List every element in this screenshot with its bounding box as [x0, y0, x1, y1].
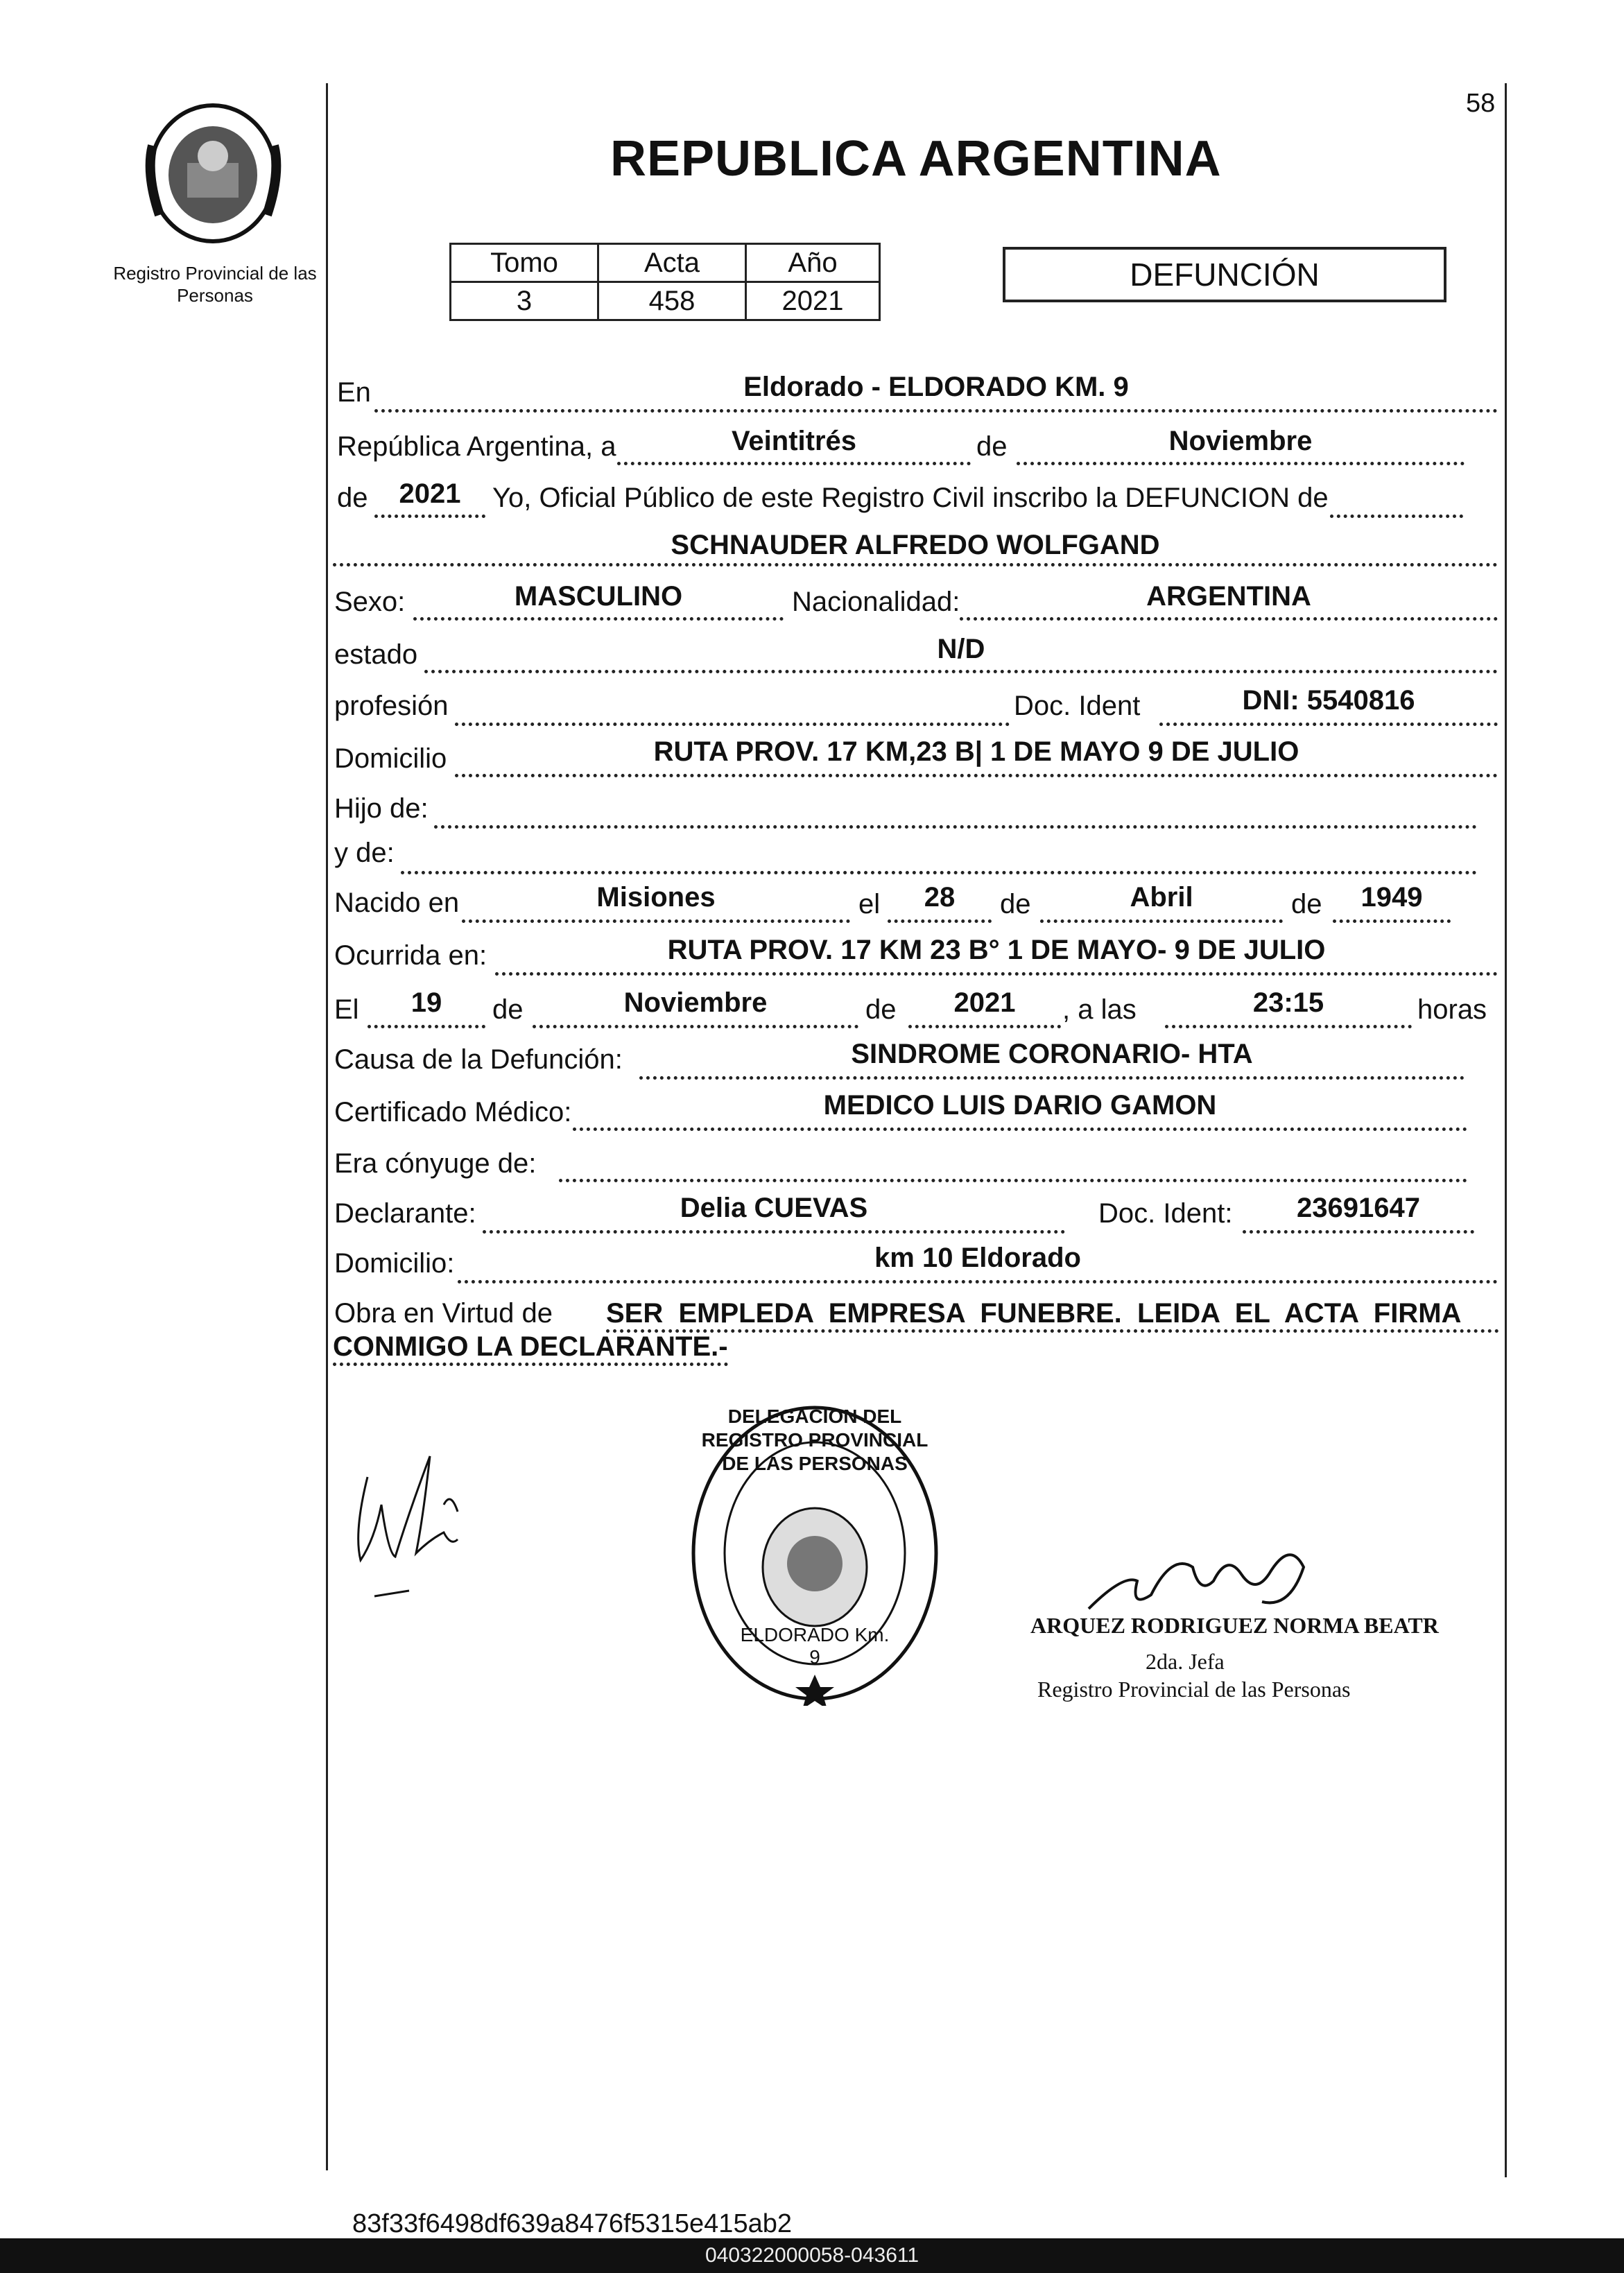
page-number: 58	[1466, 89, 1496, 118]
alas-label: , a las	[1062, 994, 1137, 1025]
stamp-location: ELDORADO Km. 9	[740, 1624, 890, 1668]
official-role: 2da. Jefa	[1146, 1649, 1225, 1674]
domicilio-line	[455, 774, 1498, 777]
declarante-line	[483, 1230, 1065, 1234]
nacionalidad-value: ARGENTINA	[1146, 581, 1311, 612]
birth-de2-label: de	[1291, 889, 1322, 919]
estado-line	[424, 670, 1498, 673]
official-office: Registro Provincial de las Personas	[1037, 1677, 1351, 1702]
birth-month-line	[1040, 919, 1283, 923]
record-type-badge: DEFUNCIÓN	[1003, 247, 1446, 302]
statement-text: Yo, Oficial Público de este Registro Civil inscribo la DEFUNCION de	[492, 483, 1329, 513]
death-day-line	[368, 1025, 485, 1028]
profesion-label: profesión	[334, 691, 449, 721]
yde-label: y de:	[334, 838, 395, 868]
horas-label: horas	[1417, 994, 1487, 1025]
declarant-signature	[340, 1435, 492, 1609]
right-margin-line	[1505, 83, 1507, 2177]
value-anio: 2021	[746, 282, 880, 320]
yde-line	[401, 871, 1477, 874]
domicilio-label: Domicilio	[334, 743, 447, 774]
sexo-label: Sexo:	[334, 587, 406, 617]
day-words: Veintitrés	[731, 426, 857, 456]
stamp-text: DELEGACION DEL REGISTRO PROVINCIAL DE LAS PERSONAS	[701, 1406, 928, 1474]
obra-value-line1: SER EMPLEDA EMPRESA FUNEBRE. LEIDA EL ACTA FIRMA	[606, 1298, 1499, 1333]
birth-de-label: de	[1000, 889, 1031, 919]
death-day: 19	[411, 987, 442, 1018]
value-acta: 458	[598, 282, 746, 320]
domicilio-value: RUTA PROV. 17 KM,23 B| 1 DE MAYO 9 DE JULIO	[653, 736, 1299, 767]
header-tomo: Tomo	[451, 244, 598, 282]
certificado-line	[573, 1127, 1467, 1131]
day-line	[617, 462, 971, 465]
month-line	[1017, 462, 1465, 465]
ocurrida-label: Ocurrida en:	[334, 940, 487, 971]
month-value: Noviembre	[1168, 426, 1313, 456]
death-time: 23:15	[1252, 987, 1324, 1018]
page-title: REPUBLICA ARGENTINA	[610, 131, 1222, 187]
declarante-value: Delia CUEVAS	[680, 1193, 868, 1223]
footer-code: 040322000058-043611	[0, 2238, 1624, 2273]
decl-domicilio-line	[458, 1280, 1498, 1284]
obra-label: Obra en Virtud de	[334, 1298, 553, 1329]
doc-ident-value: DNI: 5540816	[1242, 685, 1415, 716]
causa-label: Causa de la Defunción:	[334, 1044, 623, 1075]
decl-doc-line	[1243, 1230, 1474, 1234]
decl-doc-label: Doc. Ident:	[1098, 1198, 1233, 1229]
official-signature	[1082, 1512, 1359, 1623]
nacido-value: Misiones	[596, 882, 716, 913]
el-label: el	[858, 889, 881, 919]
sexo-value: MASCULINO	[514, 581, 683, 612]
conyuge-label: Era cónyuge de:	[334, 1148, 537, 1179]
causa-line	[639, 1076, 1465, 1080]
el2-label: El	[334, 994, 359, 1025]
year-label: de	[337, 483, 368, 513]
causa-value: SINDROME CORONARIO- HTA	[851, 1039, 1253, 1069]
en-value: Eldorado - ELDORADO KM. 9	[743, 372, 1129, 402]
doc-ident-label: Doc. Ident	[1014, 691, 1141, 721]
header-anio: Año	[746, 244, 880, 282]
decl-domicilio-label: Domicilio:	[334, 1248, 455, 1279]
death-month: Noviembre	[623, 987, 768, 1018]
name-line	[333, 563, 1498, 567]
ocurrida-value: RUTA PROV. 17 KM 23 B° 1 DE MAYO- 9 DE JULIO	[667, 935, 1326, 965]
nacionalidad-line	[960, 617, 1498, 621]
en-label: En	[337, 377, 371, 408]
death-month-line	[533, 1025, 858, 1028]
document-hash: 83f33f6498df639a8476f5315e415ab2	[352, 2209, 792, 2238]
estado-value: N/D	[937, 634, 985, 664]
de-label: de	[976, 431, 1008, 462]
obra-value-line2: CONMIGO LA DECLARANTE.-	[333, 1331, 728, 1366]
value-tomo: 3	[451, 282, 598, 320]
hijo-label: Hijo de:	[334, 793, 429, 824]
profesion-line	[455, 723, 1010, 726]
nacido-line	[462, 919, 850, 923]
birth-day-line	[888, 919, 992, 923]
official-name: ARQUEZ RODRIGUEZ NORMA BEATR	[1030, 1613, 1439, 1638]
birth-month: Abril	[1130, 882, 1193, 913]
death-de-label: de	[492, 994, 524, 1025]
death-year: 2021	[953, 987, 1016, 1018]
statement-line	[1330, 515, 1463, 518]
sexo-line	[413, 617, 784, 621]
death-time-line	[1165, 1025, 1412, 1028]
year-value: 2021	[399, 478, 461, 509]
certificado-value: MEDICO LUIS DARIO GAMON	[823, 1090, 1217, 1121]
record-table	[449, 243, 881, 321]
registry-logo	[139, 97, 288, 246]
decl-doc-value: 23691647	[1297, 1193, 1420, 1223]
republica-label: República Argentina, a	[337, 431, 616, 462]
certificado-label: Certificado Médico:	[334, 1097, 572, 1127]
ocurrida-line	[495, 972, 1498, 976]
conyuge-line	[559, 1179, 1467, 1182]
birth-day: 28	[924, 882, 956, 913]
death-de2-label: de	[865, 994, 897, 1025]
doc-ident-line	[1159, 723, 1498, 726]
decl-domicilio-value: km 10 Eldorado	[874, 1243, 1081, 1273]
en-line	[374, 409, 1498, 413]
left-margin-line	[326, 83, 328, 2170]
hijo-line	[434, 825, 1477, 829]
death-year-line	[908, 1025, 1061, 1028]
nacionalidad-label: Nacionalidad:	[792, 587, 960, 617]
declarante-label: Declarante:	[334, 1198, 476, 1229]
registry-label: Registro Provincial de las Personas	[113, 263, 317, 306]
birth-year-line	[1333, 919, 1451, 923]
year-line	[374, 515, 485, 518]
estado-label: estado	[334, 639, 418, 670]
birth-year: 1949	[1360, 882, 1423, 913]
deceased-name: SCHNAUDER ALFREDO WOLFGAND	[671, 530, 1160, 560]
header-acta: Acta	[598, 244, 746, 282]
nacido-label: Nacido en	[334, 888, 460, 918]
